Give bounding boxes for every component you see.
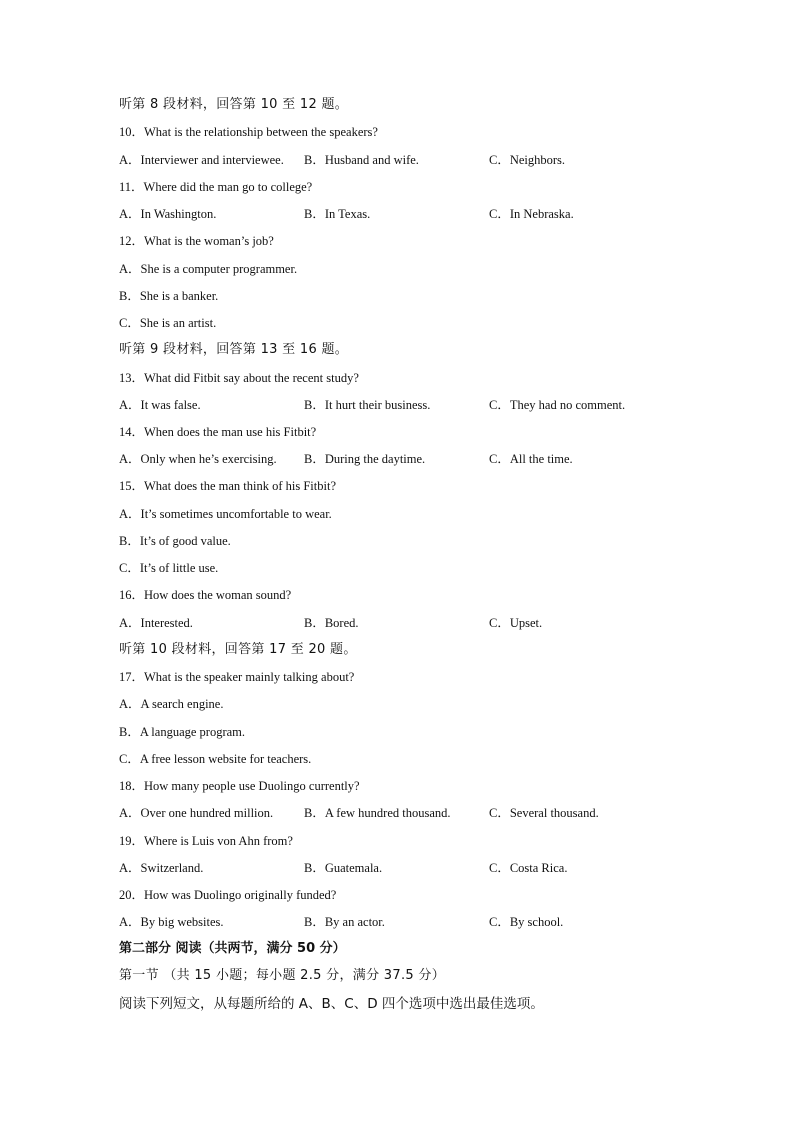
part-2-instruction: 阅读下列短文，从每题所给的 A、B、C、D 四个选项中选出最佳选项。 (119, 996, 544, 1012)
question-20-stem: 20．How was Duolingo originally funded? (119, 888, 337, 902)
question-13-stem: 13．What did Fitbit say about the recent study? (119, 371, 359, 385)
part-2-subtitle: 第一节 （共 15 小题；每小题 2.5 分，满分 37.5 分） (119, 968, 445, 983)
question-16-option-b: B．Bored. (304, 616, 359, 630)
question-12-option-a: A．She is a computer programmer. (119, 262, 298, 276)
question-14-stem: 14．When does the man use his Fitbit? (119, 425, 317, 439)
question-20-option-b: B．By an actor. (304, 915, 385, 929)
question-14-option-b: B．During the daytime. (304, 452, 426, 466)
question-14-option-a: A．Only when he’s exercising. (119, 452, 277, 466)
question-16-option-a: A．Interested. (119, 616, 193, 630)
question-11-option-a: A．In Washington. (119, 207, 217, 221)
question-12-option-c: C．She is an artist. (119, 316, 217, 330)
question-19-option-a: A．Switzerland. (119, 861, 204, 875)
section-8-header: 听第 8 段材料，回答第 10 至 12 题。 (119, 97, 349, 112)
section-10-header: 听第 10 段材料，回答第 17 至 20 题。 (119, 642, 357, 657)
question-16-stem: 16．How does the woman sound? (119, 588, 292, 602)
question-18-option-a: A．Over one hundred million. (119, 806, 274, 820)
question-18-stem: 18．How many people use Duolingo currently? (119, 779, 360, 793)
question-17-option-b: B．A language program. (119, 725, 246, 739)
question-13-option-a: A．It was false. (119, 398, 201, 412)
question-10-option-c: C．Neighbors. (489, 153, 566, 167)
question-15-option-b: B．It’s of good value. (119, 534, 231, 548)
question-11-option-b: B．In Texas. (304, 207, 371, 221)
question-17-option-a: A．A search engine. (119, 697, 224, 711)
question-10-stem: 10．What is the relationship between the speakers? (119, 125, 378, 139)
question-17-stem: 17．What is the speaker mainly talking about? (119, 670, 355, 684)
question-18-option-b: B．A few hundred thousand. (304, 806, 451, 820)
question-19-option-c: C．Costa Rica. (489, 861, 568, 875)
question-18-option-c: C．Several thousand. (489, 806, 599, 820)
question-20-option-a: A．By big websites. (119, 915, 224, 929)
question-12-stem: 12．What is the woman’s job? (119, 234, 274, 248)
question-15-option-a: A．It’s sometimes uncomfortable to wear. (119, 507, 332, 521)
question-19-stem: 19．Where is Luis von Ahn from? (119, 834, 293, 848)
question-17-option-c: C．A free lesson website for teachers. (119, 752, 312, 766)
question-15-stem: 15．What does the man think of his Fitbit? (119, 479, 336, 493)
question-15-option-c: C．It’s of little use. (119, 561, 219, 575)
question-11-stem: 11．Where did the man go to college? (119, 180, 313, 194)
question-10-option-a: A．Interviewer and interviewee. (119, 153, 284, 167)
part-2-title: 第二部分 阅读（共两节，满分 50 分） (119, 941, 346, 956)
question-11-option-c: C．In Nebraska. (489, 207, 574, 221)
question-16-option-c: C．Upset. (489, 616, 543, 630)
question-12-option-b: B．She is a banker. (119, 289, 219, 303)
question-19-option-b: B．Guatemala. (304, 861, 383, 875)
question-13-option-b: B．It hurt their business. (304, 398, 431, 412)
question-14-option-c: C．All the time. (489, 452, 573, 466)
question-20-option-c: C．By school. (489, 915, 564, 929)
section-9-header: 听第 9 段材料，回答第 13 至 16 题。 (119, 342, 349, 357)
question-13-option-c: C．They had no comment. (489, 398, 626, 412)
question-10-option-b: B．Husband and wife. (304, 153, 419, 167)
